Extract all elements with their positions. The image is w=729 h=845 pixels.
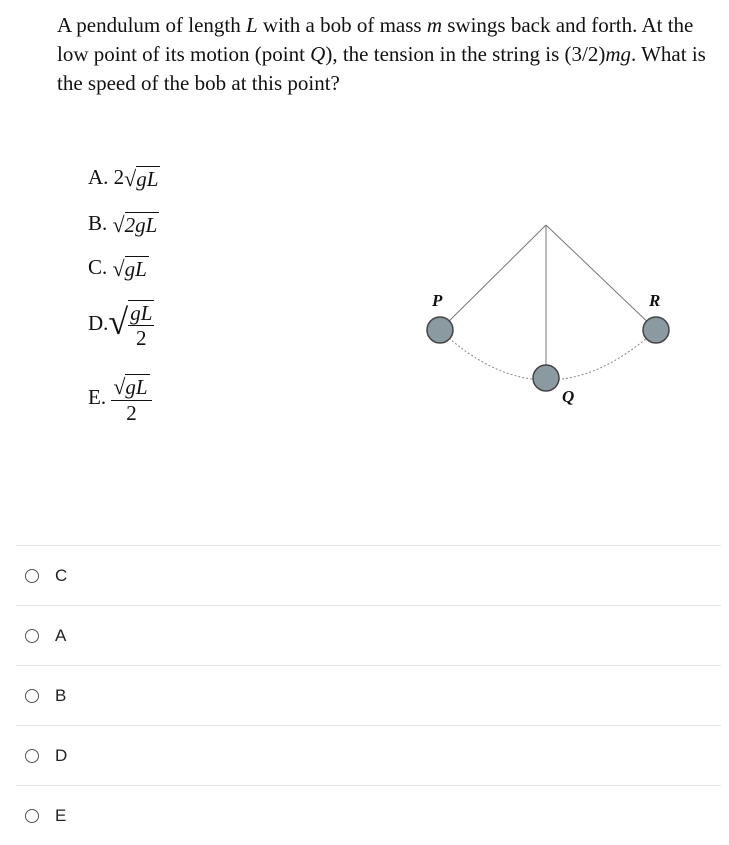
var-L: L <box>245 13 258 37</box>
choice-e[interactable] <box>16 785 721 845</box>
fraction-denominator: 2 <box>126 401 137 426</box>
choice-list <box>16 545 721 845</box>
option-label: D. <box>88 310 109 335</box>
option-d <box>88 300 154 350</box>
radicand: gL <box>124 257 147 282</box>
option-label: C. <box>88 255 108 279</box>
var-m: m <box>426 13 442 37</box>
label-q: Q <box>562 387 575 406</box>
var-mg: mg <box>605 42 631 66</box>
fraction-numerator: √ gL <box>111 373 151 401</box>
radicand: gL <box>125 375 148 400</box>
bob-p <box>427 317 453 343</box>
pendulum-diagram <box>420 220 690 420</box>
question-text-part: . What is the speed of the bob at this point? <box>57 42 706 95</box>
option-label: A. <box>88 165 109 189</box>
radicand: 2gL <box>124 213 158 238</box>
string-right <box>546 225 656 330</box>
radio-button[interactable] <box>25 809 39 823</box>
sqrt-symbol: √ gL <box>112 256 147 282</box>
bob-q <box>533 365 559 391</box>
choice-c[interactable] <box>16 545 721 605</box>
choice-label: B <box>55 685 67 705</box>
bob-r <box>643 317 669 343</box>
option-coefficient: 2 <box>113 165 125 189</box>
choice-label: C <box>55 565 68 585</box>
question-text <box>57 11 707 98</box>
sqrt-symbol: √ $\frac{gL}{2}$ <box>108 301 153 350</box>
radio-button[interactable] <box>25 569 39 583</box>
question-text-part: A pendulum of length <box>57 13 246 37</box>
string-left <box>440 225 546 330</box>
question-text-part: ), the tension in the string is (3/2) <box>325 42 606 66</box>
option-label: B. <box>88 211 108 235</box>
radio-button[interactable] <box>25 629 39 643</box>
option-a <box>88 165 160 192</box>
choice-a[interactable] <box>16 605 721 665</box>
option-c <box>88 255 149 282</box>
choice-label: D <box>55 745 68 765</box>
question-text-part: swings back and forth. At the low point of its motion (point <box>57 13 694 66</box>
radio-button[interactable] <box>25 749 39 763</box>
choice-d[interactable] <box>16 725 721 785</box>
radicand: gL <box>136 167 159 192</box>
label-r: R <box>649 291 661 310</box>
fraction <box>111 373 151 425</box>
var-Q: Q <box>310 42 326 66</box>
sqrt-symbol: √ gL <box>124 166 159 192</box>
question-text-part: with a bob of mass <box>257 13 427 37</box>
choice-b[interactable] <box>16 665 721 725</box>
choice-label: A <box>55 625 67 645</box>
option-b <box>88 211 159 238</box>
option-label: E. <box>88 384 107 409</box>
fraction-denominator: 2 <box>136 326 147 350</box>
option-e <box>88 373 152 425</box>
fraction-numerator: gL <box>130 301 153 325</box>
choice-label: E <box>55 805 67 825</box>
sqrt-symbol: √ 2gL <box>112 212 158 238</box>
label-p: P <box>432 291 443 310</box>
radio-button[interactable] <box>25 689 39 703</box>
